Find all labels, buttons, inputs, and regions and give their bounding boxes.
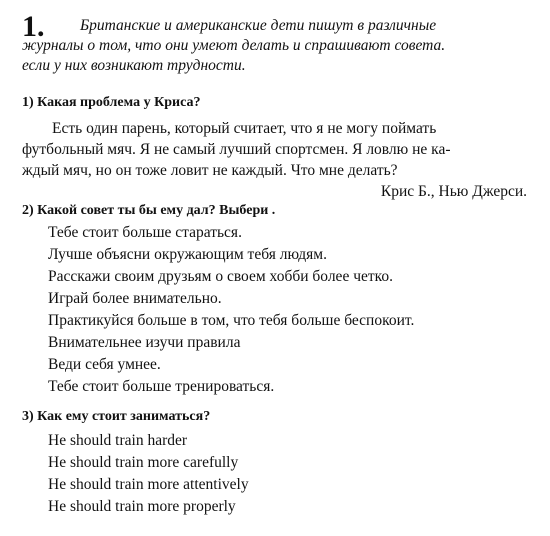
answer-line: He should train harder xyxy=(48,432,188,449)
advice-option: Практикуйся больше в том, что тебя больше беспокоит. xyxy=(48,312,415,329)
advice-option: Расскажи своим друзьям о своем хобби более четко. xyxy=(48,268,394,285)
advice-option: Тебе стоит больше стараться. xyxy=(48,224,242,241)
advice-option: Тебе стоит больше тренироваться. xyxy=(48,378,275,395)
intro-line: Британские и американские дети пишут в различные xyxy=(80,17,437,34)
task-intro xyxy=(22,16,550,76)
task-number: 1. xyxy=(22,10,45,43)
answer-line: He should train more carefully xyxy=(48,454,239,471)
intro-line: если у них возникают трудности. xyxy=(22,57,246,74)
answer-line: He should train more attentively xyxy=(48,476,249,493)
answers-list xyxy=(48,430,528,518)
intro-line: журналы о том, что они умеют делать и спрашивают совета. xyxy=(22,37,446,54)
advice-option: Играй более внимательно. xyxy=(48,290,222,307)
letter-signature: Крис Б., Нью Джерси. xyxy=(380,183,527,200)
advice-option: Внимательнее изучи правила xyxy=(48,334,241,351)
advice-option: Лучше объясни окружающим тебя людям. xyxy=(48,246,327,263)
question-2-heading: 2) Какой совет ты бы ему дал? Выбери . xyxy=(22,203,276,218)
chris-letter xyxy=(22,118,527,202)
letter-line: футбольный мяч. Я не самый лучший спортсмен. Я ловлю не ка- xyxy=(22,141,451,158)
question-3-heading: 3) Как ему стоит заниматься? xyxy=(22,409,211,424)
answer-line: He should train more properly xyxy=(48,498,236,515)
advice-options-list xyxy=(48,222,528,398)
question-1-heading: 1) Какая проблема у Криса? xyxy=(22,95,201,110)
letter-line: ждый мяч, но он тоже ловит не каждый. Что мне делать? xyxy=(22,162,398,179)
advice-option: Веди себя умнее. xyxy=(48,356,161,373)
letter-line: Есть один парень, который считает, что я не могу поймать xyxy=(52,120,437,137)
